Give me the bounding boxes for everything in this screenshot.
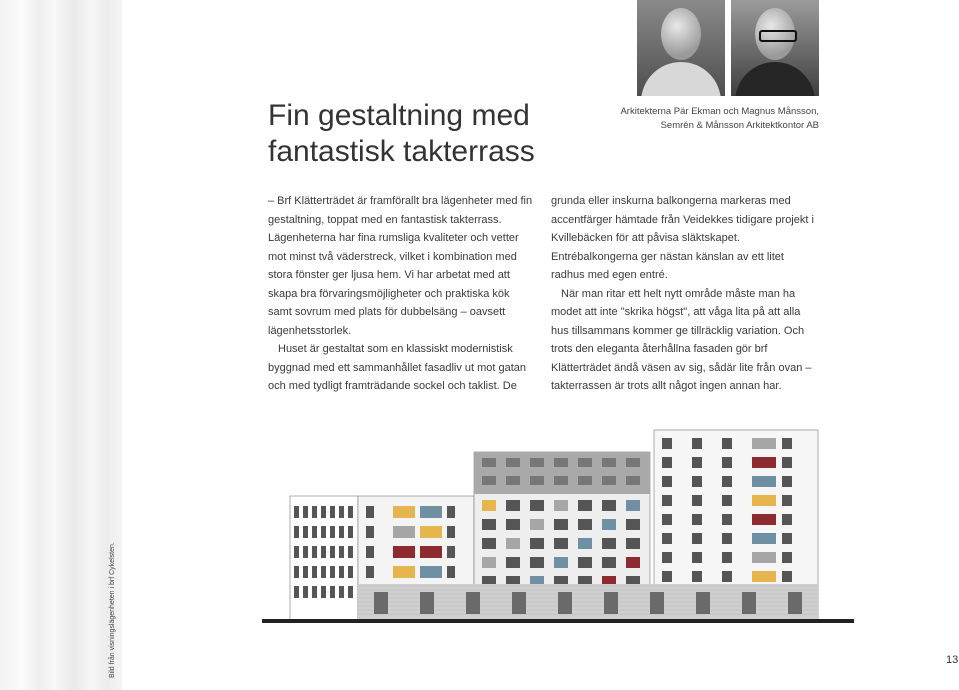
photo-caption — [620, 105, 819, 133]
paragraph: – Brf Klätterträdet är framförallt bra lägenheter med fin gestaltning, toppat med en fantastisk takterrass. Lägenheterna har fina rumsliga kvaliteter och vetter mot minst två väderstreck, vilket i kombination med stora fönster ger ljusa hem. Vi har arbetat med att skapa bra förvaringsmöjligheter och praktiska kök samt sovrum med plats för dubbelsäng – oavsett lägenhetsstorlek. — [268, 195, 533, 337]
title-line-2: fantastisk takterrass — [268, 135, 535, 168]
architect-photo-1 — [637, 0, 725, 96]
paragraph: När man ritar ett helt nytt område måste man ha modet att inte "skrika högst", att våga lita på att alla hus tillsammans kommer ge tillräcklig variation. Och trots den eleganta återhållna fasaden gör brf Klätterträdet ändå väsen av sig, sådär lite från ovan – takterrassen är trots allt något ingen annan har. — [551, 287, 812, 392]
paragraph: Huset är gestaltat som en klassiskt modernistisk byggnad med ett sammanhållet fasadliv ut mot gatan och med tydligt framträdande sockel och taklist. De — [268, 343, 527, 392]
image-caption: Bild från visningslägenheten i brf Cykelsten. — [109, 542, 116, 678]
page-title — [268, 98, 535, 170]
photo-caption-line-1: Arkitekterna Pär Ekman och Magnus Månsson, — [620, 106, 819, 117]
title-line-1: Fin gestaltning med — [268, 99, 530, 132]
page-number: 13 — [946, 654, 959, 666]
text-column-2 — [551, 192, 819, 396]
paragraph: grunda eller inskurna balkongerna markeras med accentfärger hämtade från Veidekkes tidigare projekt i Kvillebäcken för att påvisa släktskapet. Entrébalkongerna ger nästan känslan av ett litet radhus med egen entré. — [551, 195, 814, 281]
curtain-image — [0, 0, 122, 690]
photo-caption-line-2: Semrén & Månsson Arkitektkontor AB — [660, 120, 819, 131]
text-column-1 — [268, 192, 536, 396]
architect-photo-2 — [731, 0, 819, 96]
building-facade-illustration — [262, 428, 854, 624]
